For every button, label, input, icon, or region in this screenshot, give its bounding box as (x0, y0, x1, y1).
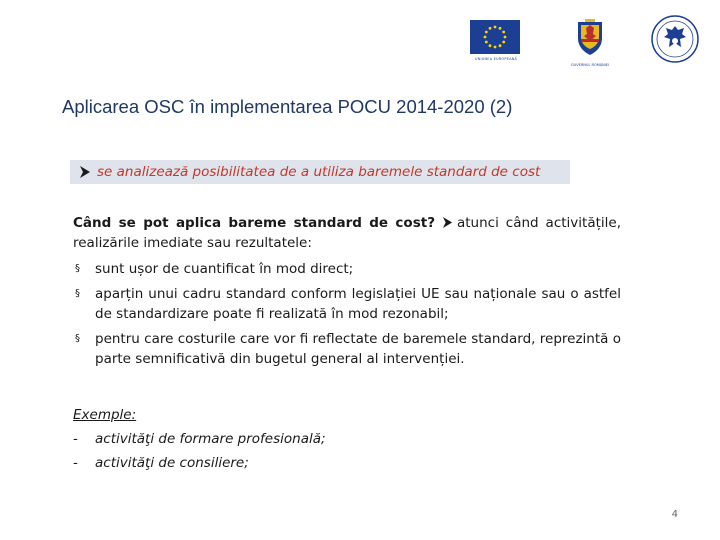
government-logo (565, 18, 615, 68)
highlight-box (70, 160, 570, 184)
bullet-marker: § (75, 332, 80, 344)
bullet-text: sunt ușor de cuantificat în mod direct; (95, 261, 354, 277)
example-item (73, 453, 621, 473)
question-bold: Când se pot aplica bareme standard de cost? (73, 215, 436, 231)
eu-logo (470, 20, 522, 66)
government-logo-caption: GUVERNUL ROMÂNIEI (570, 63, 610, 67)
ministry-seal-logo (650, 14, 700, 64)
question-paragraph (73, 213, 621, 253)
examples-list (73, 429, 621, 477)
question-rest: atunci când activitățile, realizările imediate sau rezultatele: (73, 215, 621, 251)
bullet-item (73, 284, 621, 325)
bullet-item (73, 329, 621, 370)
arrow-right-icon (79, 165, 91, 179)
example-text: activităţi de consiliere; (95, 455, 249, 471)
romania-coat-of-arms-icon (575, 18, 605, 56)
bullet-marker: § (75, 263, 80, 274)
ministry-seal-icon (650, 14, 700, 64)
bullet-text: pentru care costurile care vor fi reflectate de baremele standard, reprezintă o parte semnificativă din bugetul general al intervenției. (95, 330, 621, 367)
dash-marker: - (73, 455, 78, 471)
highlight-text: se analizează posibilitatea de a utiliza baremele standard de cost (97, 164, 541, 180)
eu-flag-icon (470, 20, 520, 54)
header-logos (470, 14, 710, 76)
bullet-list (73, 259, 621, 374)
example-item (73, 429, 621, 449)
page-number: 4 (671, 509, 678, 520)
arrow-right-icon (442, 216, 453, 229)
example-text: activităţi de formare profesională; (95, 431, 326, 447)
dash-marker: - (73, 431, 78, 447)
bullet-text: aparțin unui cadru standard conform legislației UE sau naționale sau o astfel de standardizare poate fi realizată în mod rezonabil; (95, 285, 621, 322)
page-title: Aplicarea OSC în implementarea POCU 2014-2020 (2) (62, 96, 513, 117)
examples-heading: Exemple: (73, 407, 137, 423)
eu-logo-caption: UNIUNEA EUROPEANĂ (474, 57, 518, 61)
bullet-item (73, 259, 621, 280)
bullet-marker: § (75, 287, 80, 299)
